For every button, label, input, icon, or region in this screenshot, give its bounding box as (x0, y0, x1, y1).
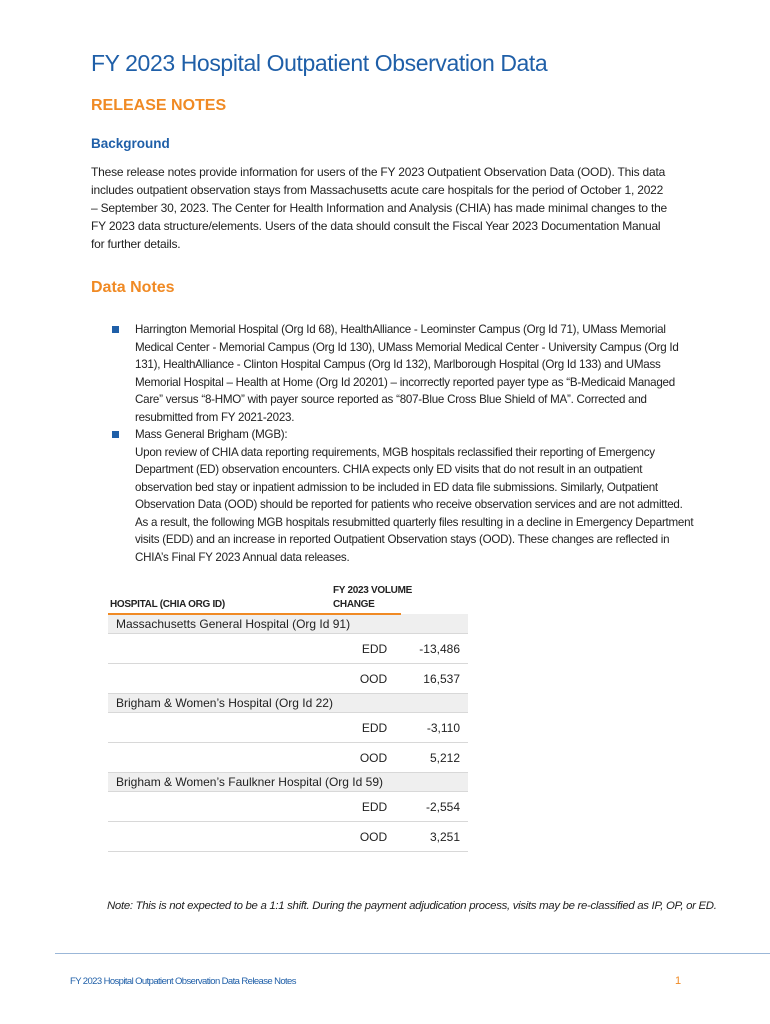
metric-label: OOD (108, 664, 401, 694)
metric-row (108, 792, 468, 822)
hospital-row-spacer (401, 614, 468, 634)
metric-row (108, 743, 468, 773)
metric-value: 5,212 (401, 743, 468, 773)
metric-value: 3,251 (401, 822, 468, 852)
metric-row (108, 664, 468, 694)
column-header-hospital: HOSPITAL (CHIA ORG ID) (108, 581, 401, 614)
data-notes-heading: Data Notes (91, 279, 175, 296)
column-header-volume: FY 2023 VOLUME CHANGE (333, 585, 412, 610)
hospital-name: Brigham & Women’s Hospital (Org Id 22) (108, 694, 401, 713)
metric-value: -3,110 (401, 713, 468, 743)
footer-divider (55, 953, 770, 954)
metric-row (108, 713, 468, 743)
metric-label: OOD (108, 743, 401, 773)
metric-value: -13,486 (401, 634, 468, 664)
metric-label: EDD (108, 792, 401, 822)
data-note-item (112, 321, 694, 426)
data-notes-list (112, 321, 694, 566)
page-title: FY 2023 Hospital Outpatient Observation Data (91, 50, 548, 76)
hospital-row (108, 773, 468, 792)
data-note-body: Harrington Memorial Hospital (Org Id 68), HealthAlliance - Leominster Campus (Org Id 71), UMass Memorial Medical Center - Memorial Campus (Org Id 130), UMass Memorial Medical Center - University Campus (Org Id 131), HealthAlliance - Clinton Hospital Campus (Org Id 132), Marlborough Hospital (Org Id 133) and UMass Memorial Hospital – Health at Home (Org Id 20201) – incorrectly reported payer type as “B-Medicaid Managed Care” versus “8-HMO” with payer source reported as “807-Blue Cross Blue Shield of MA”. Corrected and resubmitted from FY 2021-2023. (135, 323, 679, 424)
metric-value: -2,554 (401, 792, 468, 822)
metric-label: OOD (108, 822, 401, 852)
data-note-item (112, 426, 694, 566)
hospital-row-spacer (401, 694, 468, 713)
metric-row (108, 634, 468, 664)
data-note-title: Mass General Brigham (MGB): (135, 428, 288, 441)
table-note: Note: This is not expected to be a 1:1 shift. During the payment adjudication process, visits may be re-classified as IP, OP, or ED. (107, 900, 717, 912)
hospital-name: Brigham & Women’s Faulkner Hospital (Org Id 59) (108, 773, 401, 792)
metric-row (108, 822, 468, 852)
metric-label: EDD (108, 713, 401, 743)
square-bullet-icon (112, 326, 119, 333)
hospital-name: Massachusetts General Hospital (Org Id 91) (108, 614, 401, 634)
release-notes-heading: RELEASE NOTES (91, 97, 227, 114)
background-paragraph: These release notes provide information for users of the FY 2023 Outpatient Observation Data (OOD). This data includes outpatient observation stays from Massachusetts acute care hospitals for the period of October 1, 2022 – September 30, 2023. The Center for Health Information and Analysis (CHIA) has made minimal changes to the FY 2023 data structure/elements. Users of the data should consult the Fiscal Year 2023 Documentation Manual for further details. (91, 165, 668, 251)
footer-text: FY 2023 Hospital Outpatient Observation Data Release Notes (70, 976, 296, 987)
hospital-row (108, 694, 468, 713)
metric-label: EDD (108, 634, 401, 664)
metric-value: 16,537 (401, 664, 468, 694)
page-number: 1 (675, 975, 682, 987)
data-note-body: Upon review of CHIA data reporting requirements, MGB hospitals reclassified their reporting of Emergency Department (ED) observation encounters. CHIA expects only ED visits that do not result in an outpatient observation bed stay or inpatient admission to be included in ED data file submissions. Similarly, Outpatient Observation Data (OOD) should be reported for patients who receive observation services and are not admitted. As a result, the following MGB hospitals resubmitted quarterly files resulting in a decline in Emergency Department visits (EDD) and an increase in reported Outpatient Observation stays (OOD). These changes are reflected in CHIA’s Final FY 2023 Annual data releases. (135, 445, 694, 564)
background-heading: Background (91, 136, 170, 151)
volume-change-table (108, 581, 468, 852)
hospital-row-spacer (401, 773, 468, 792)
square-bullet-icon (112, 431, 119, 438)
hospital-row (108, 614, 468, 634)
